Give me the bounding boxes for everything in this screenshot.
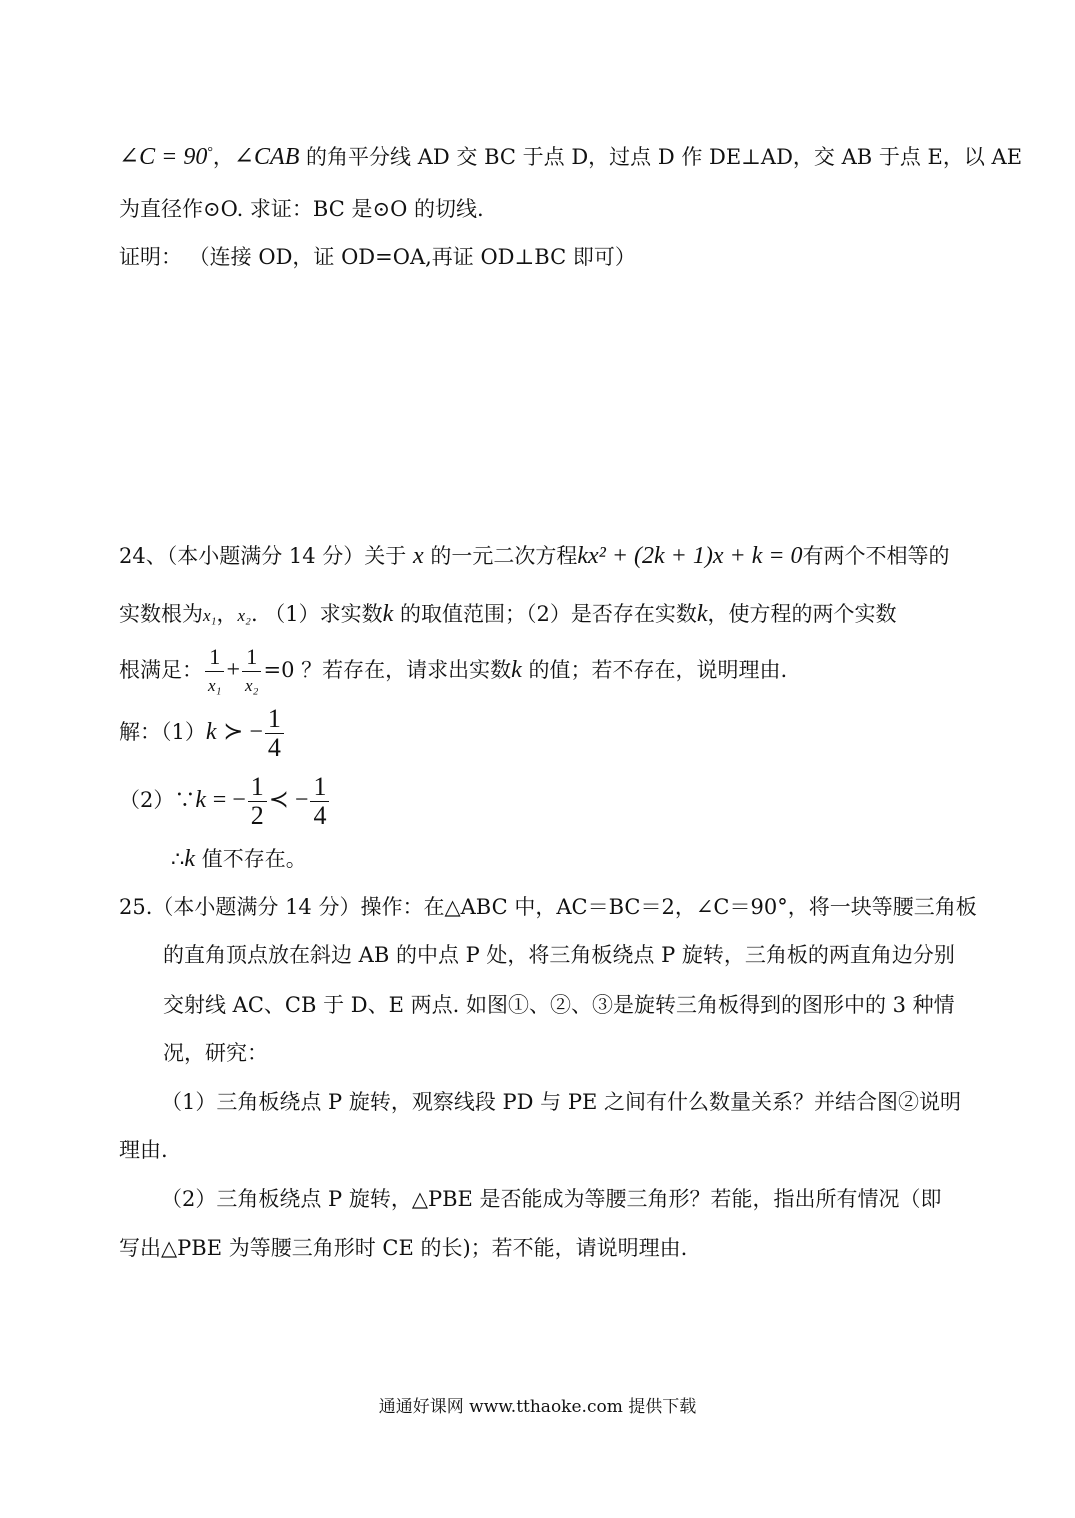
degree-mark: ° — [207, 145, 213, 160]
var-x: x — [412, 543, 424, 569]
p23-line-1 — [119, 139, 1022, 171]
p25-line-4: 况，研究： — [163, 1041, 268, 1065]
p24-solution-3 — [171, 845, 307, 873]
p24-line-3 — [119, 640, 787, 700]
angle-cab-expr: ∠CAB — [233, 144, 300, 170]
p24-solution-1 — [119, 702, 286, 762]
p23-line-2: 为直径作⊙O. 求证：BC 是⊙O 的切线. — [119, 197, 484, 221]
denominator: x₁ — [208, 676, 222, 695]
numerator: 1 — [248, 773, 267, 802]
numerator: 1 — [265, 705, 284, 734]
sep: ， — [212, 145, 234, 169]
equals-neg: = − — [212, 787, 246, 813]
numerator: 1 — [205, 643, 224, 672]
p24-l2-e: ，使方程的两个实数 — [707, 602, 897, 626]
fraction-1-over-x1 — [205, 643, 224, 700]
var-k: k — [205, 719, 217, 745]
relation: ≺ − — [268, 787, 309, 813]
quadratic-equation: kx² + (2k + 1)x + k = 0 — [577, 543, 803, 569]
p24-l2-a: 实数根为 — [119, 602, 203, 626]
p23-proof-hint: 证明： （连接 OD，证 OD=OA,再证 OD⊥BC 即可） — [119, 245, 636, 269]
relation: ≻ − — [223, 719, 263, 745]
fraction-1-4 — [310, 773, 329, 830]
p25-question-2: （2）三角板绕点 P 旋转，△PBE 是否能成为等腰三角形？若能，指出所有情况（即 — [161, 1187, 942, 1211]
fraction-1-2 — [248, 773, 267, 830]
p25-question-1: （1）三角板绕点 P 旋转，观察线段 PD 与 PE 之间有什么数量关系？并结合图②说明 — [161, 1090, 961, 1114]
p24-l3-b: =0 ？若存在，请求出实数 — [263, 658, 512, 682]
numerator: 1 — [310, 773, 329, 802]
fraction-1-over-x2 — [242, 643, 261, 700]
fraction-1-4 — [265, 705, 284, 762]
p25-line-1: 25.（本小题满分 14 分）操作：在△ABC 中，AC＝BC＝2，∠C＝90°，将一块等腰三角板 — [119, 895, 977, 919]
p24-l3-c: 的值；若不存在，说明理由. — [528, 658, 788, 682]
p24-l1-a: 24、（本小题满分 14 分）关于 — [119, 544, 407, 568]
p24-line-2 — [119, 600, 897, 630]
p25-line-3: 交射线 AC、CB 于 D、E 两点. 如图①、②、③是旋转三角板得到的图形中的 3 种情 — [163, 993, 955, 1017]
sol-1-label: 解：（1） — [119, 720, 206, 744]
p23-line-1-text: 的角平分线 AD 交 BC 于点 D，过点 D 作 DE⊥AD，交 AB 于点 E，以 AE — [306, 145, 1023, 169]
p24-l2-d: 的取值范围；（2）是否存在实数 — [400, 602, 697, 626]
p24-l1-b: 的一元二次方程 — [430, 544, 578, 568]
denominator: 4 — [313, 801, 327, 830]
numerator: 1 — [242, 643, 261, 672]
var-x2: x₂ — [237, 606, 251, 625]
angle-c-expr: ∠C = 90 — [119, 144, 208, 170]
plus-sign: + — [226, 657, 241, 683]
p24-l2-c: . （1）求实数 — [250, 602, 383, 626]
var-k: k — [696, 601, 708, 627]
sol-2-label: （2）∵ — [119, 788, 196, 812]
therefore: ∴ — [171, 847, 185, 871]
var-k: k — [195, 787, 207, 813]
p24-l1-c: 有两个不相等的 — [802, 544, 950, 568]
p25-question-2-cont: 写出△PBE 为等腰三角形时 CE 的长)；若不能，请说明理由. — [119, 1236, 688, 1260]
var-k: k — [511, 657, 522, 683]
var-k: k — [382, 601, 394, 627]
p25-question-1-cont: 理由. — [119, 1138, 168, 1162]
p24-l2-b: ， — [216, 602, 238, 626]
var-k: k — [184, 846, 196, 872]
sol-3-text: 值不存在。 — [201, 847, 307, 871]
denominator: 4 — [267, 733, 281, 762]
p24-line-1 — [119, 542, 950, 570]
var-x1: x₁ — [203, 606, 217, 625]
denominator: 2 — [250, 801, 264, 830]
denominator: x₂ — [245, 676, 259, 695]
page-footer: 通通好课网 www.tthaoke.com 提供下载 — [378, 1397, 697, 1417]
p24-solution-2 — [119, 770, 331, 830]
p24-l3-a: 根满足： — [119, 658, 203, 682]
p25-line-2: 的直角顶点放在斜边 AB 的中点 P 处，将三角板绕点 P 旋转，三角板的两直角边分别 — [163, 943, 955, 967]
